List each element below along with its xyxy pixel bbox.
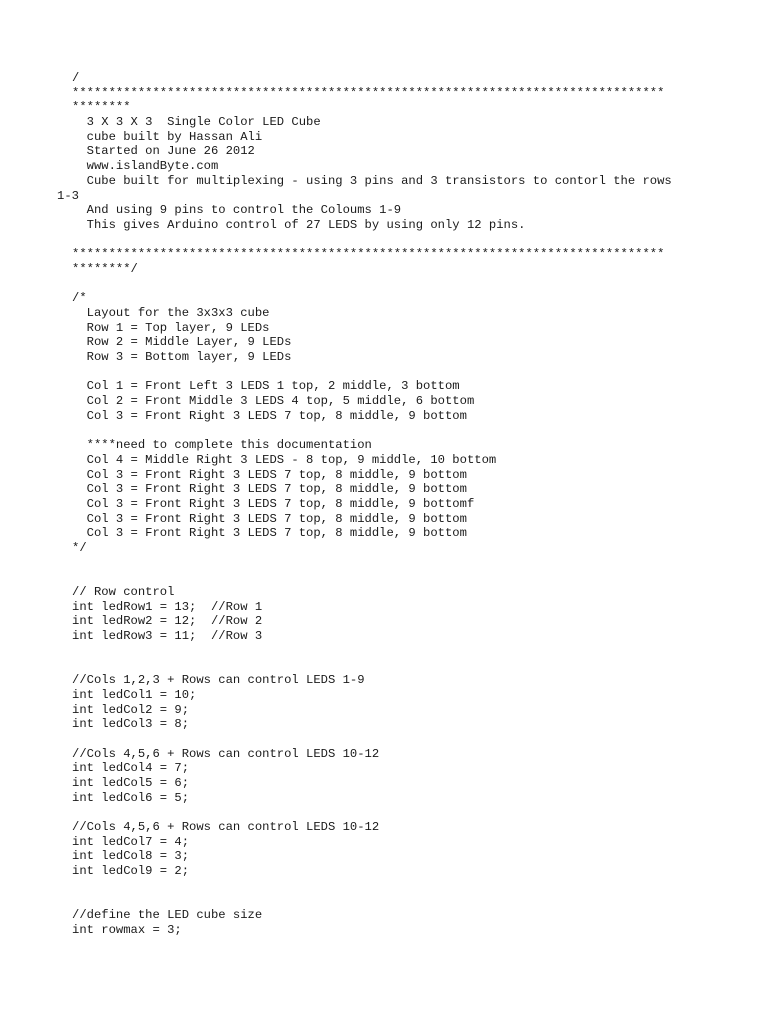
code-line: int ledCol8 = 3; xyxy=(72,849,190,864)
code-line: / xyxy=(72,71,80,85)
code-line: //Cols 1,2,3 + Rows can control LEDS 1-9 xyxy=(72,673,365,688)
code-line: This gives Arduino control of 27 LEDS by using only 12 pins. xyxy=(72,217,526,232)
code-line xyxy=(0,424,768,439)
code-line: Col 3 = Front Right 3 LEDS 7 top, 8 middle, 9 bottom xyxy=(72,467,467,482)
code-line xyxy=(0,805,768,820)
code-line xyxy=(0,879,768,894)
code-line: Col 1 = Front Left 3 LEDS 1 top, 2 middle, 3 bottom xyxy=(72,379,460,394)
code-line: int ledCol4 = 7; xyxy=(72,761,190,776)
code-line: Row 3 = Bottom layer, 9 LEDs xyxy=(72,350,292,365)
code-line: //Cols 4,5,6 + Rows can control LEDS 10-12 xyxy=(72,820,380,835)
code-line: www.islandByte.com xyxy=(72,159,219,174)
code-line: int ledCol7 = 4; xyxy=(72,834,190,849)
code-line: ********************************************************************************* xyxy=(72,247,665,262)
source-code-listing xyxy=(0,71,768,938)
code-line xyxy=(0,570,768,585)
code-line: int ledCol6 = 5; xyxy=(72,790,190,805)
code-line: int ledRow1 = 13; //Row 1 xyxy=(72,599,263,614)
code-line: int ledCol2 = 9; xyxy=(72,702,190,717)
code-line: */ xyxy=(72,541,87,555)
code-line: And using 9 pins to control the Coloums 1-9 xyxy=(72,203,402,218)
code-line: Col 3 = Front Right 3 LEDS 7 top, 8 middle, 9 bottom xyxy=(72,408,467,423)
code-line: int ledCol5 = 6; xyxy=(72,776,190,790)
code-line xyxy=(0,556,768,571)
code-line: cube built by Hassan Ali xyxy=(72,129,263,144)
code-line: int rowmax = 3; xyxy=(72,922,182,937)
code-line xyxy=(0,659,768,674)
code-line: int ledCol3 = 8; xyxy=(72,717,190,732)
code-line: ******** xyxy=(72,100,131,115)
code-line: int ledCol9 = 2; xyxy=(72,864,190,879)
code-line xyxy=(0,233,768,248)
code-line: // Row control xyxy=(72,585,175,600)
code-line: ********/ xyxy=(72,261,138,276)
code-line xyxy=(0,644,768,659)
code-line xyxy=(0,277,768,292)
code-line: Layout for the 3x3x3 cube xyxy=(72,306,270,320)
code-line: 3 X 3 X 3 Single Color LED Cube xyxy=(72,115,321,130)
code-line xyxy=(0,732,768,747)
code-line xyxy=(0,894,768,909)
code-line xyxy=(0,365,768,380)
code-line: Col 2 = Front Middle 3 LEDS 4 top, 5 middle, 6 bottom xyxy=(72,394,475,409)
code-line: //Cols 4,5,6 + Rows can control LEDS 10-12 xyxy=(72,746,380,761)
code-line: ****need to complete this documentation xyxy=(72,438,372,453)
code-line: Started on June 26 2012 xyxy=(72,144,255,159)
code-line: ********************************************************************************* xyxy=(72,85,665,100)
code-line: /* xyxy=(72,291,87,306)
code-line: Row 1 = Top layer, 9 LEDs xyxy=(72,320,270,335)
code-line: Col 4 = Middle Right 3 LEDS - 8 top, 9 middle, 10 bottom xyxy=(72,452,497,467)
code-line: int ledRow3 = 11; //Row 3 xyxy=(72,629,263,644)
code-line: Cube built for multiplexing - using 3 pins and 3 transistors to contorl the rows xyxy=(72,173,672,188)
code-line: Col 3 = Front Right 3 LEDS 7 top, 8 middle, 9 bottom xyxy=(72,511,467,526)
code-line: Col 3 = Front Right 3 LEDS 7 top, 8 middle, 9 bottom xyxy=(72,482,467,497)
code-line: Col 3 = Front Right 3 LEDS 7 top, 8 middle, 9 bottomf xyxy=(72,496,475,511)
code-line: 1-3 xyxy=(57,188,79,203)
code-line: Row 2 = Middle Layer, 9 LEDs xyxy=(72,335,292,350)
code-line: int ledRow2 = 12; //Row 2 xyxy=(72,614,263,629)
code-line: int ledCol1 = 10; xyxy=(72,687,197,702)
code-line: Col 3 = Front Right 3 LEDS 7 top, 8 middle, 9 bottom xyxy=(72,526,467,541)
code-line: //define the LED cube size xyxy=(72,908,263,923)
